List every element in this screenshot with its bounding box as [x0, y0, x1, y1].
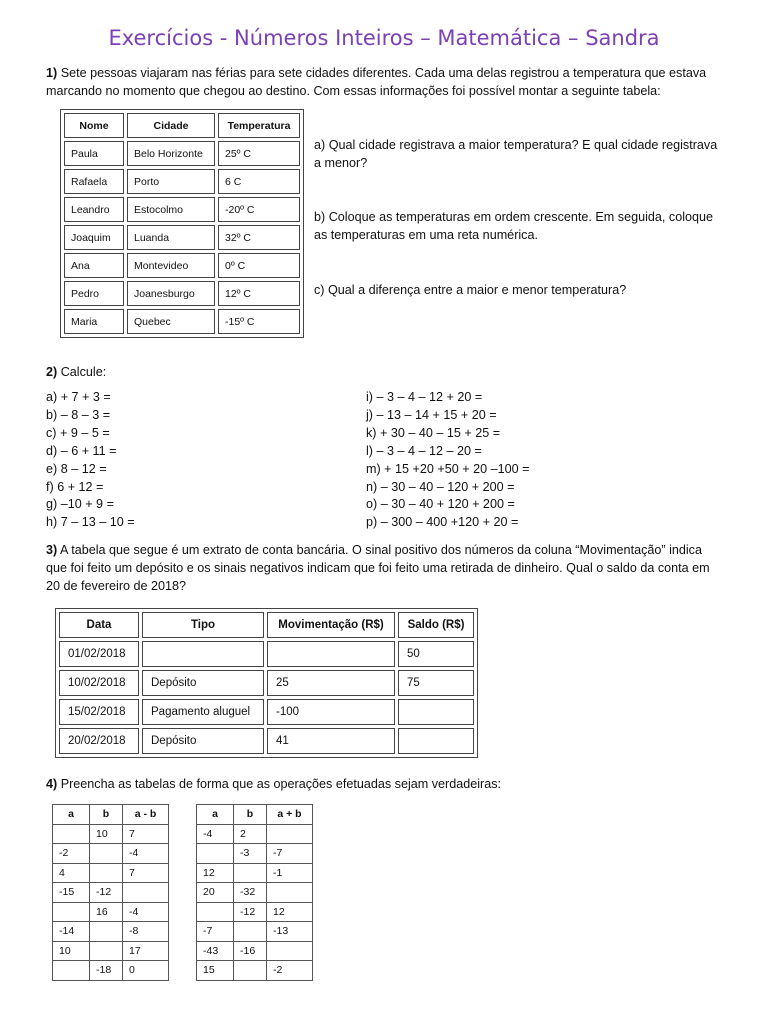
cell: Belo Horizonte: [127, 141, 215, 166]
bank-statement-table: [55, 608, 478, 758]
cell[interactable]: -18: [90, 961, 123, 981]
header-nome: Nome: [64, 113, 124, 138]
table-row: [53, 824, 169, 844]
table-row: [59, 670, 474, 696]
table-row: [197, 902, 313, 922]
cell[interactable]: -4: [123, 902, 169, 922]
cell[interactable]: -15: [53, 883, 90, 903]
cell: Estocolmo: [127, 197, 215, 222]
q1-number: 1): [46, 66, 58, 80]
cell[interactable]: 20: [197, 883, 234, 903]
table-row: [53, 863, 169, 883]
cell[interactable]: 16: [90, 902, 123, 922]
table-row: [197, 961, 313, 981]
cell: [142, 641, 264, 667]
cell: 6 C: [218, 169, 300, 194]
cell[interactable]: 2: [234, 824, 267, 844]
header-temperatura: Temperatura: [218, 113, 300, 138]
cell: Porto: [127, 169, 215, 194]
table-row: [59, 641, 474, 667]
cell[interactable]: 12: [197, 863, 234, 883]
cell[interactable]: [123, 883, 169, 903]
cell[interactable]: 0: [123, 961, 169, 981]
q4-text: Preencha as tabelas de forma que as operações efetuadas sejam verdadeiras:: [60, 777, 502, 791]
cell: Pedro: [64, 281, 124, 306]
cell: Ana: [64, 253, 124, 278]
table-row: [53, 941, 169, 961]
header-movimentacao: Movimentação (R$): [267, 612, 395, 638]
table-row: [197, 922, 313, 942]
table-row: [64, 253, 300, 278]
cell[interactable]: -4: [123, 844, 169, 864]
table-row: [197, 844, 313, 864]
cell[interactable]: [90, 922, 123, 942]
cell[interactable]: 4: [53, 863, 90, 883]
cell: Maria: [64, 309, 124, 334]
cell[interactable]: -12: [90, 883, 123, 903]
cell[interactable]: [197, 844, 234, 864]
cell[interactable]: -3: [234, 844, 267, 864]
q2-number: 2): [46, 365, 58, 379]
header-b: b: [234, 805, 267, 825]
calc-item: f) 6 + 12 =: [46, 479, 104, 494]
table-row: [64, 281, 300, 306]
table-row: [64, 309, 300, 334]
table-row: [64, 225, 300, 250]
calc-item: l) – 3 – 4 – 12 – 20 =: [366, 443, 482, 458]
cell: Depósito: [142, 728, 264, 754]
calc-item: p) – 300 – 400 +120 + 20 =: [366, 515, 519, 530]
cell: 01/02/2018: [59, 641, 139, 667]
calc-item: a) + 7 + 3 =: [46, 390, 111, 404]
header-saldo: Saldo (R$): [398, 612, 474, 638]
table-row: [197, 941, 313, 961]
cell[interactable]: 10: [53, 941, 90, 961]
cell[interactable]: [234, 922, 267, 942]
cell: 0º C: [218, 253, 300, 278]
table-row: [53, 961, 169, 981]
cell: Joanesburgo: [127, 281, 215, 306]
cell: [398, 728, 474, 754]
cell[interactable]: -7: [197, 922, 234, 942]
cell: Joaquim: [64, 225, 124, 250]
cell[interactable]: -43: [197, 941, 234, 961]
q3-statement: [46, 541, 722, 595]
addition-table: [196, 804, 313, 981]
cell: 12º C: [218, 281, 300, 306]
table-row: [53, 883, 169, 903]
cell[interactable]: [53, 824, 90, 844]
q3-number: 3): [46, 543, 58, 557]
cell: 25º C: [218, 141, 300, 166]
q2-right-column: [366, 389, 530, 532]
calc-item: c) + 9 – 5 =: [46, 425, 110, 440]
cell[interactable]: [267, 883, 313, 903]
cell: 41: [267, 728, 395, 754]
q1-statement: [46, 64, 722, 100]
table-row: [197, 824, 313, 844]
calc-item: m) + 15 +20 +50 + 20 –100 =: [366, 461, 530, 476]
cell: Quebec: [127, 309, 215, 334]
cell: 32º C: [218, 225, 300, 250]
cell: Paula: [64, 141, 124, 166]
calc-item: o) – 30 – 40 + 120 + 200 =: [366, 497, 515, 512]
cell[interactable]: [90, 941, 123, 961]
cell[interactable]: [53, 961, 90, 981]
cell[interactable]: [267, 824, 313, 844]
cell[interactable]: [90, 844, 123, 864]
cell: Pagamento aluguel: [142, 699, 264, 725]
header-a: a: [53, 805, 90, 825]
cell[interactable]: 7: [123, 863, 169, 883]
q4-statement: [46, 775, 722, 793]
cell[interactable]: -4: [197, 824, 234, 844]
cell: Depósito: [142, 670, 264, 696]
header-a-plus-b: a + b: [267, 805, 313, 825]
header-a: a: [197, 805, 234, 825]
q2-left-column: [46, 389, 135, 532]
calc-item: j) – 13 – 14 + 15 + 20 =: [366, 407, 497, 422]
table-row: [59, 699, 474, 725]
cell[interactable]: 12: [267, 902, 313, 922]
cell[interactable]: [234, 961, 267, 981]
q1-item-b: b) Coloque as temperaturas em ordem crescente. Em seguida, coloque as temperaturas em uma reta numérica.: [314, 210, 714, 242]
cell[interactable]: -1: [267, 863, 313, 883]
cell: -15º C: [218, 309, 300, 334]
cell[interactable]: 17: [123, 941, 169, 961]
calc-item: e) 8 – 12 =: [46, 461, 107, 476]
table-row: [59, 728, 474, 754]
table-row: [64, 197, 300, 222]
cell[interactable]: -2: [267, 961, 313, 981]
subtraction-table: [52, 804, 169, 981]
cell: 15/02/2018: [59, 699, 139, 725]
q2-label: Calcule:: [60, 365, 107, 379]
cell: Montevideo: [127, 253, 215, 278]
header-cidade: Cidade: [127, 113, 215, 138]
cell: 25: [267, 670, 395, 696]
cell: -100: [267, 699, 395, 725]
table-row: [53, 844, 169, 864]
temperature-table: [60, 109, 304, 338]
page-title: Exercícios - Números Inteiros – Matemática – Sandra: [108, 26, 660, 50]
cell[interactable]: -16: [234, 941, 267, 961]
cell[interactable]: 15: [197, 961, 234, 981]
header-b: b: [90, 805, 123, 825]
table-row: [64, 141, 300, 166]
cell[interactable]: -14: [53, 922, 90, 942]
q2-statement: [46, 363, 722, 381]
cell[interactable]: -8: [123, 922, 169, 942]
calc-item: d) – 6 + 11 =: [46, 443, 117, 458]
cell[interactable]: [234, 863, 267, 883]
cell[interactable]: -13: [267, 922, 313, 942]
table-row: [64, 169, 300, 194]
calc-item: k) + 30 – 40 – 15 + 25 =: [366, 425, 501, 440]
header-tipo: Tipo: [142, 612, 264, 638]
q1-item-c: c) Qual a diferença entre a maior e menor temperatura?: [314, 283, 627, 297]
q1-text: Sete pessoas viajaram nas férias para sete cidades diferentes. Cada uma delas registrou a temperatura que estava marcando no momento que chegou ao destino. Com essas informações foi possível montar a seguinte tabela:: [46, 66, 707, 98]
cell[interactable]: [53, 902, 90, 922]
cell: Leandro: [64, 197, 124, 222]
cell: [398, 699, 474, 725]
table-row: [53, 902, 169, 922]
cell[interactable]: 7: [123, 824, 169, 844]
cell[interactable]: -12: [234, 902, 267, 922]
q1-item-a: a) Qual cidade registrava a maior temperatura? E qual cidade registrava a menor?: [314, 138, 718, 170]
cell: 50: [398, 641, 474, 667]
cell: Luanda: [127, 225, 215, 250]
cell[interactable]: [90, 863, 123, 883]
header-data: Data: [59, 612, 139, 638]
table-row: [197, 863, 313, 883]
q3-text: A tabela que segue é um extrato de conta bancária. O sinal positivo dos números da coluna “Movimentação” indica que foi feito um depósito e os sinais negativos indicam que foi feito uma retirada de dinheiro. Qual o saldo da conta em 20 de fevereiro de 2018?: [46, 543, 710, 593]
table-row: [197, 883, 313, 903]
calc-item: h) 7 – 13 – 10 =: [46, 515, 135, 530]
table-row: [53, 922, 169, 942]
calc-item: n) – 30 – 40 – 120 + 200 =: [366, 479, 515, 494]
cell: 75: [398, 670, 474, 696]
cell: [267, 641, 395, 667]
cell[interactable]: -7: [267, 844, 313, 864]
cell: -20º C: [218, 197, 300, 222]
calc-item: b) – 8 – 3 =: [46, 407, 111, 422]
cell[interactable]: -32: [234, 883, 267, 903]
cell[interactable]: 10: [90, 824, 123, 844]
calc-item: g) –10 + 9 =: [46, 497, 114, 512]
cell[interactable]: -2: [53, 844, 90, 864]
cell: Rafaela: [64, 169, 124, 194]
cell[interactable]: [197, 902, 234, 922]
cell: 20/02/2018: [59, 728, 139, 754]
cell[interactable]: [267, 941, 313, 961]
calc-item: i) – 3 – 4 – 12 + 20 =: [366, 390, 483, 404]
q4-number: 4): [46, 777, 58, 791]
cell: 10/02/2018: [59, 670, 139, 696]
header-a-minus-b: a - b: [123, 805, 169, 825]
